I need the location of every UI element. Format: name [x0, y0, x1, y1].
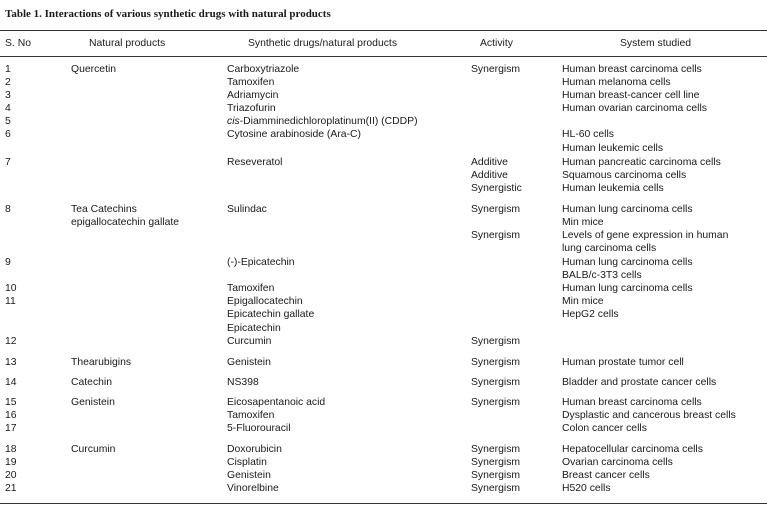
cell-activity: Synergism [471, 64, 521, 75]
cell-sno: 16 [5, 410, 17, 421]
cell-system-studied: Colon cancer cells [562, 423, 647, 434]
table-caption: Table 1. Interactions of various synthetic drugs with natural products [5, 8, 331, 20]
cell-sno: 13 [5, 357, 17, 368]
cell-synthetic-drug: Adriamycin [227, 90, 279, 101]
cell-natural-product: Quercetin [71, 64, 117, 75]
header-rule [0, 56, 767, 57]
cell-sno: 20 [5, 470, 17, 481]
cell-sno: 15 [5, 397, 17, 408]
cell-sno: 14 [5, 377, 17, 388]
cell-synthetic-drug: Epicatechin gallate [227, 309, 315, 320]
cell-natural-product: Genistein [71, 397, 115, 408]
cell-sno: 9 [5, 257, 11, 268]
cell-sno: 18 [5, 444, 17, 455]
cell-sno: 17 [5, 423, 17, 434]
cell-sno: 6 [5, 129, 11, 140]
cell-synthetic-drug: Triazofurin [227, 103, 276, 114]
cell-natural-product: Thearubigins [71, 357, 132, 368]
cell-system-studied: Breast cancer cells [562, 470, 650, 481]
cell-synthetic-drug: Tamoxifen [227, 77, 275, 88]
cell-synthetic-drug: Tamoxifen [227, 410, 275, 421]
cell-sno: 21 [5, 483, 17, 494]
cell-synthetic-drug: 5-Fluorouracil [227, 423, 291, 434]
cell-activity: Synergism [471, 457, 521, 468]
header-synthetic-drugs: Synthetic drugs/natural products [248, 38, 398, 49]
cell-activity: Additive [471, 170, 508, 181]
cell-synthetic-drug: (-)-Epicatechin [227, 257, 295, 268]
cell-synthetic-drug: Eicosapentanoic acid [227, 397, 326, 408]
cell-activity: Synergism [471, 470, 521, 481]
cell-system-studied: Human ovarian carcinoma cells [562, 103, 707, 114]
cell-synthetic-drug: Genistein [227, 470, 271, 481]
cell-sno: 7 [5, 157, 11, 168]
cell-system-studied: Human leukemic cells [562, 143, 664, 154]
cell-synthetic-drug: Carboxytriazole [227, 64, 300, 75]
cell-natural-product: Curcumin [71, 444, 116, 455]
cell-system-studied: BALB/c-3T3 cells [562, 270, 642, 281]
cell-system-studied: HL-60 cells [562, 129, 614, 140]
cell-synthetic-drug: Epicatechin [227, 323, 281, 334]
cell-text: -Diamminedichloroplatinum(II) (CDDP) [239, 116, 418, 127]
header-natural-products: Natural products [89, 38, 166, 49]
cell-activity: Synergism [471, 397, 521, 408]
cell-system-studied: Ovarian carcinoma cells [562, 457, 673, 468]
cell-activity: Synergism [471, 444, 521, 455]
cell-activity: Synergism [471, 357, 521, 368]
cell-system-studied: Human breast carcinoma cells [562, 64, 702, 75]
cell-synthetic-drug: Cisplatin [227, 457, 267, 468]
header-activity: Activity [480, 38, 513, 49]
cell-sno: 8 [5, 204, 11, 215]
cell-system-studied: Human breast carcinoma cells [562, 397, 702, 408]
cell-natural-product: Tea Catechins [71, 204, 137, 215]
cell-sno: 5 [5, 116, 11, 127]
cell-system-studied: Bladder and prostate cancer cells [562, 377, 717, 388]
cell-synthetic-drug [227, 115, 418, 128]
cell-natural-product: Catechin [71, 377, 113, 388]
cell-synthetic-drug: Sulindac [227, 204, 267, 215]
cell-sno: 12 [5, 336, 17, 347]
cell-system-studied: Human melanoma cells [562, 77, 671, 88]
cell-synthetic-drug: Curcumin [227, 336, 272, 347]
cell-system-studied: Human lung carcinoma cells [562, 283, 693, 294]
cell-synthetic-drug: NS398 [227, 377, 259, 388]
cell-synthetic-drug: Reseveratol [227, 157, 283, 168]
cell-sno: 2 [5, 77, 11, 88]
cell-sno: 3 [5, 90, 11, 101]
cell-synthetic-drug: Cytosine arabinoside (Ara-C) [227, 129, 361, 140]
cell-system-studied: Human prostate tumor cell [562, 357, 684, 368]
header-sno: S. No [5, 38, 31, 49]
cell-synthetic-drug: Vinorelbine [227, 483, 279, 494]
cell-system-studied: H520 cells [562, 483, 611, 494]
cell-activity: Synergism [471, 336, 521, 347]
cell-system-studied: Human lung carcinoma cells [562, 204, 693, 215]
cell-system-studied: lung carcinoma cells [562, 243, 657, 254]
cell-synthetic-drug: Tamoxifen [227, 283, 275, 294]
cell-natural-product: epigallocatechin gallate [71, 217, 180, 228]
cell-synthetic-drug: Genistein [227, 357, 271, 368]
cell-sno: 1 [5, 64, 11, 75]
cell-system-studied: Squamous carcinoma cells [562, 170, 687, 181]
cell-system-studied: Dysplastic and cancerous breast cells [562, 410, 736, 421]
cell-system-studied: Human leukemia cells [562, 183, 664, 194]
cell-sno: 19 [5, 457, 17, 468]
cell-activity: Synergism [471, 204, 521, 215]
cell-activity: Synergism [471, 377, 521, 388]
cell-sno: 10 [5, 283, 17, 294]
cell-synthetic-drug: Doxorubicin [227, 444, 282, 455]
cell-sno: 11 [5, 296, 16, 307]
cell-system-studied: Human lung carcinoma cells [562, 257, 693, 268]
bottom-rule [0, 503, 767, 504]
cell-system-studied: Min mice [562, 296, 604, 307]
cell-system-studied: Min mice [562, 217, 604, 228]
header-system-studied: System studied [620, 38, 692, 49]
cell-activity: Additive [471, 157, 508, 168]
cell-system-studied: Human pancreatic carcinoma cells [562, 157, 721, 168]
cell-system-studied: Human breast-cancer cell line [562, 90, 700, 101]
cell-system-studied: Hepatocellular carcinoma cells [562, 444, 703, 455]
cell-sno: 4 [5, 103, 11, 114]
cell-system-studied: Levels of gene expression in human [562, 230, 729, 241]
cell-activity: Synergism [471, 230, 521, 241]
cell-activity: Synergism [471, 483, 521, 494]
cell-synthetic-drug: Epigallocatechin [227, 296, 303, 307]
top-rule [0, 30, 767, 31]
cell-system-studied: HepG2 cells [562, 309, 619, 320]
cell-activity: Synergistic [471, 183, 522, 194]
italic-prefix: cis [227, 116, 240, 127]
